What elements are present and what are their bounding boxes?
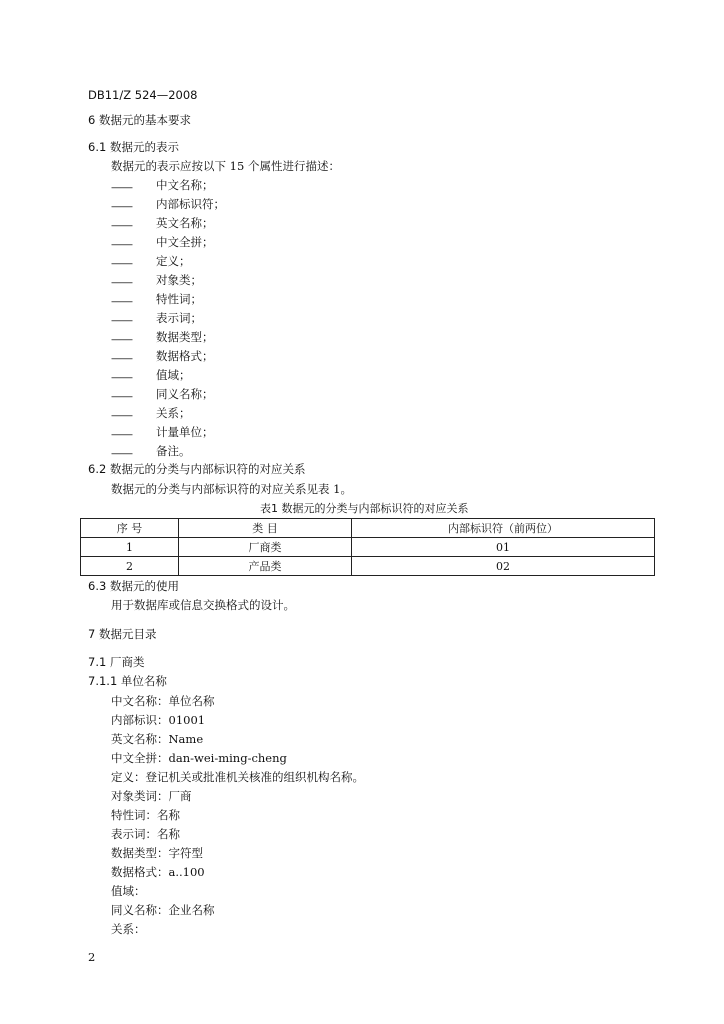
detail-line: 定义：登记机关或批准机关核准的组织机构名称。 xyxy=(111,770,364,784)
table-cell: 02 xyxy=(352,557,655,576)
list-item: 中文名称； xyxy=(156,178,214,192)
list-dash: —— xyxy=(111,332,132,346)
section-7-1-1-heading: 7.1.1 单位名称 xyxy=(88,674,167,688)
section-6-2-heading: 6.2 数据元的分类与内部标识符的对应关系 xyxy=(88,462,306,476)
list-dash: —— xyxy=(111,199,132,213)
list-item: 英文名称； xyxy=(156,216,214,230)
table-header-cell: 序 号 xyxy=(81,519,179,538)
table-cell: 1 xyxy=(81,538,179,557)
section-6-3-text: 用于数据库或信息交换格式的设计。 xyxy=(111,598,295,612)
list-item: 对象类； xyxy=(156,273,202,287)
list-dash: —— xyxy=(111,408,132,422)
section-6-3-heading: 6.3 数据元的使用 xyxy=(88,579,179,593)
list-dash: —— xyxy=(111,446,132,460)
section-7-heading: 7 数据元目录 xyxy=(88,627,157,641)
list-item: 数据类型； xyxy=(156,330,214,344)
table-cell: 2 xyxy=(81,557,179,576)
table-header-cell: 内部标识符（前两位） xyxy=(352,519,655,538)
detail-line: 表示词：名称 xyxy=(111,827,180,841)
list-dash: —— xyxy=(111,256,132,270)
table-cell: 01 xyxy=(352,538,655,557)
list-dash: —— xyxy=(111,237,132,251)
section-7-1-heading: 7.1 厂商类 xyxy=(88,655,145,669)
table-cell: 厂商类 xyxy=(179,538,352,557)
table-caption: 表1 数据元的分类与内部标识符的对应关系 xyxy=(260,502,469,515)
list-item: 备注。 xyxy=(156,444,191,458)
list-item: 数据格式； xyxy=(156,349,214,363)
table-header-row xyxy=(81,519,655,538)
detail-line: 中文名称：单位名称 xyxy=(111,694,215,708)
list-item: 中文全拼； xyxy=(156,235,214,249)
list-item: 值域； xyxy=(156,368,191,382)
list-dash: —— xyxy=(111,389,132,403)
table-row xyxy=(81,538,655,557)
list-dash: —— xyxy=(111,427,132,441)
table-header-cell: 类 目 xyxy=(179,519,352,538)
detail-line: 数据类型：字符型 xyxy=(111,846,203,860)
page-number: 2 xyxy=(88,950,96,964)
list-item: 关系； xyxy=(156,406,191,420)
list-dash: —— xyxy=(111,180,132,194)
detail-line: 对象类词：厂商 xyxy=(111,789,192,803)
list-item: 计量单位； xyxy=(156,425,214,439)
list-dash: —— xyxy=(111,370,132,384)
classification-table xyxy=(80,518,655,576)
section-6-heading: 6 数据元的基本要求 xyxy=(88,113,191,127)
list-dash: —— xyxy=(111,294,132,308)
list-dash: —— xyxy=(111,313,132,327)
standard-code: DB11/Z 524—2008 xyxy=(88,88,198,102)
table-row xyxy=(81,557,655,576)
detail-line: 中文全拼：dan-wei-ming-cheng xyxy=(111,751,287,765)
list-item: 表示词； xyxy=(156,311,202,325)
list-dash: —— xyxy=(111,275,132,289)
section-6-1-heading: 6.1 数据元的表示 xyxy=(88,140,179,154)
detail-line: 同义名称：企业名称 xyxy=(111,903,215,917)
table-cell: 产品类 xyxy=(179,557,352,576)
list-dash: —— xyxy=(111,218,132,232)
detail-line: 数据格式：a..100 xyxy=(111,865,205,879)
detail-line: 英文名称：Name xyxy=(111,732,204,746)
list-dash: —— xyxy=(111,351,132,365)
list-item: 定义； xyxy=(156,254,191,268)
section-6-1-intro: 数据元的表示应按以下 15 个属性进行描述： xyxy=(111,159,340,173)
detail-line: 值域： xyxy=(111,884,146,898)
list-item: 特性词； xyxy=(156,292,202,306)
section-6-2-intro: 数据元的分类与内部标识符的对应关系见表 1。 xyxy=(111,482,352,496)
detail-line: 特性词：名称 xyxy=(111,808,180,822)
list-item: 同义名称； xyxy=(156,387,214,401)
list-item: 内部标识符； xyxy=(156,197,225,211)
detail-line: 内部标识：01001 xyxy=(111,713,206,727)
detail-line: 关系： xyxy=(111,922,146,936)
